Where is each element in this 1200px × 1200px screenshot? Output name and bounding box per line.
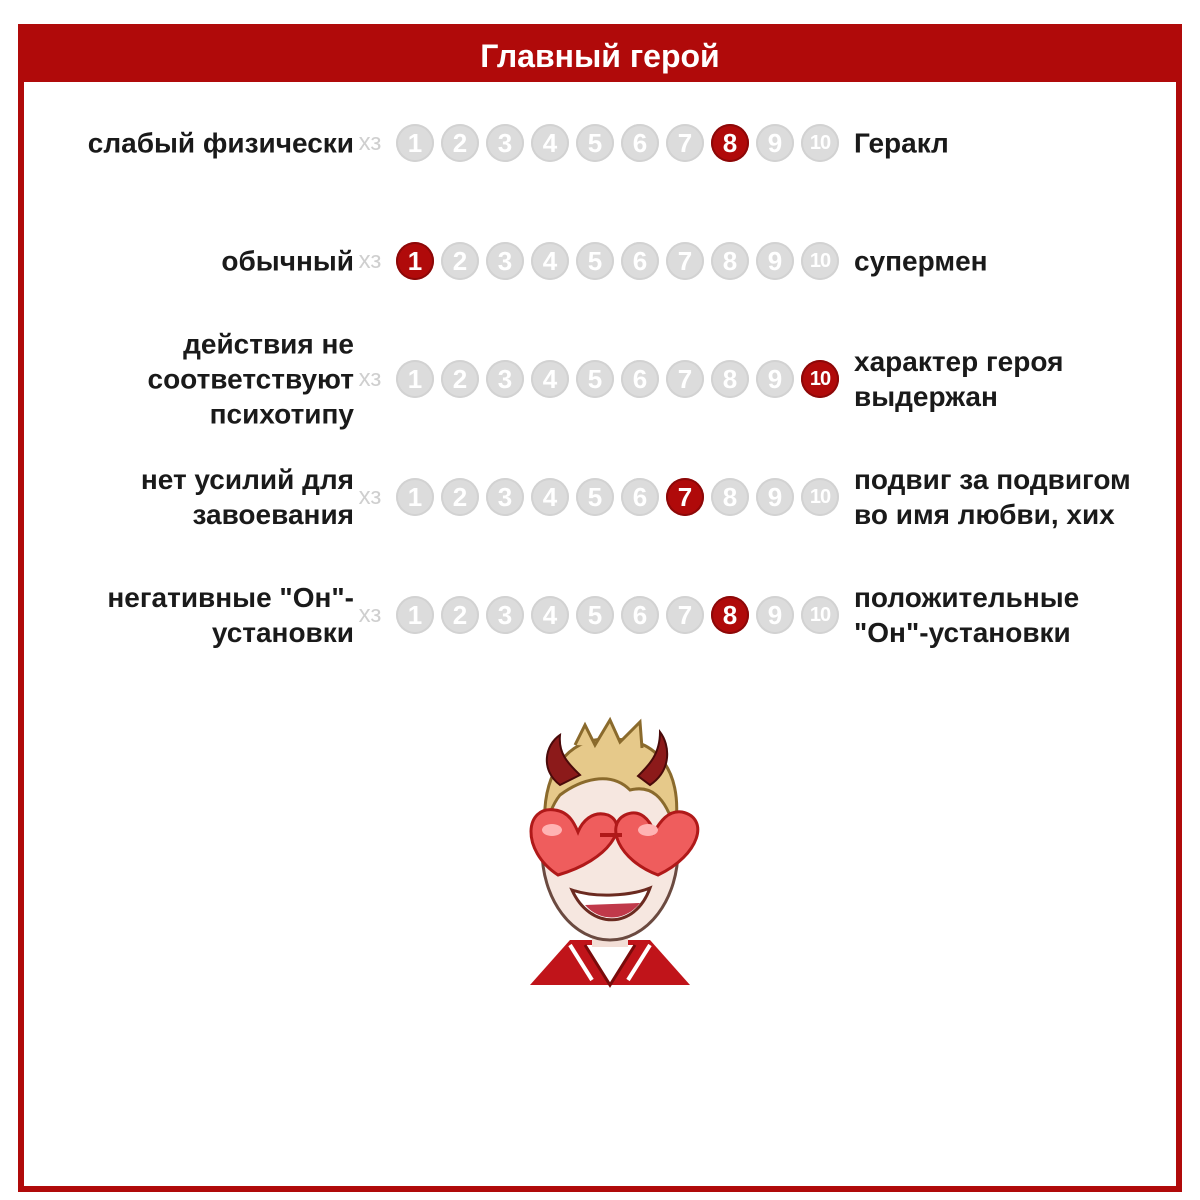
rating-option-9[interactable]: 9 bbox=[756, 596, 794, 634]
rating-option-9[interactable]: 9 bbox=[756, 242, 794, 280]
rating-option-7[interactable]: 7 bbox=[666, 478, 704, 516]
rating-option-8[interactable]: 8 bbox=[711, 596, 749, 634]
rating-option-1[interactable]: 1 bbox=[396, 242, 434, 280]
rating-right-label: супермен bbox=[854, 245, 988, 277]
rating-scale bbox=[350, 124, 846, 162]
rating-option-1[interactable]: 1 bbox=[396, 478, 434, 516]
rating-option-3[interactable]: 3 bbox=[486, 360, 524, 398]
rating-option-8[interactable]: 8 bbox=[711, 360, 749, 398]
rating-option-6[interactable]: 6 bbox=[621, 478, 659, 516]
rating-option-9[interactable]: 9 bbox=[756, 360, 794, 398]
rating-option-2[interactable]: 2 bbox=[441, 478, 479, 516]
rating-left-label: слабый физически bbox=[87, 127, 354, 159]
rating-right-label: характер героя выдержан bbox=[854, 346, 1064, 412]
rating-option-10[interactable]: 10 bbox=[801, 478, 839, 516]
rating-scale bbox=[350, 242, 846, 280]
card-title: Главный герой bbox=[24, 30, 1176, 82]
rating-option-5[interactable]: 5 bbox=[576, 124, 614, 162]
rating-option-3[interactable]: 3 bbox=[486, 596, 524, 634]
rating-option-4[interactable]: 4 bbox=[531, 124, 569, 162]
rating-option-unknown[interactable]: хз bbox=[358, 601, 382, 628]
rating-option-6[interactable]: 6 bbox=[621, 360, 659, 398]
rating-right-label: Геракл bbox=[854, 127, 949, 159]
devil-heart-glasses-avatar-icon bbox=[500, 700, 720, 990]
rating-option-2[interactable]: 2 bbox=[441, 360, 479, 398]
rating-option-6[interactable]: 6 bbox=[621, 242, 659, 280]
rating-option-6[interactable]: 6 bbox=[621, 124, 659, 162]
rating-option-unknown[interactable]: хз bbox=[358, 247, 382, 274]
rating-option-9[interactable]: 9 bbox=[756, 124, 794, 162]
rating-scale bbox=[350, 360, 846, 398]
rating-option-3[interactable]: 3 bbox=[486, 242, 524, 280]
rating-option-2[interactable]: 2 bbox=[441, 242, 479, 280]
rating-option-8[interactable]: 8 bbox=[711, 242, 749, 280]
rating-option-2[interactable]: 2 bbox=[441, 596, 479, 634]
rating-option-4[interactable]: 4 bbox=[531, 478, 569, 516]
rating-left-label: действия не соответствуют психотипу bbox=[147, 328, 354, 430]
rating-option-5[interactable]: 5 bbox=[576, 596, 614, 634]
rating-option-4[interactable]: 4 bbox=[531, 242, 569, 280]
rating-scale bbox=[350, 478, 846, 516]
rating-scale bbox=[350, 596, 846, 634]
rating-left-label: обычный bbox=[221, 245, 354, 277]
rating-option-10[interactable]: 10 bbox=[801, 242, 839, 280]
rating-option-10[interactable]: 10 bbox=[801, 596, 839, 634]
rating-left-label: негативные "Он"- установки bbox=[107, 582, 354, 648]
rating-option-7[interactable]: 7 bbox=[666, 242, 704, 280]
rating-option-8[interactable]: 8 bbox=[711, 124, 749, 162]
rating-option-3[interactable]: 3 bbox=[486, 478, 524, 516]
rating-option-8[interactable]: 8 bbox=[711, 478, 749, 516]
rating-right-label: подвиг за подвигом во имя любви, хих bbox=[854, 464, 1131, 530]
rating-option-10[interactable]: 10 bbox=[801, 124, 839, 162]
rating-option-5[interactable]: 5 bbox=[576, 478, 614, 516]
rating-option-4[interactable]: 4 bbox=[531, 596, 569, 634]
rating-option-1[interactable]: 1 bbox=[396, 124, 434, 162]
rating-option-3[interactable]: 3 bbox=[486, 124, 524, 162]
rating-option-7[interactable]: 7 bbox=[666, 124, 704, 162]
rating-option-2[interactable]: 2 bbox=[441, 124, 479, 162]
rating-option-5[interactable]: 5 bbox=[576, 360, 614, 398]
rating-option-unknown[interactable]: хз bbox=[358, 365, 382, 392]
rating-option-1[interactable]: 1 bbox=[396, 596, 434, 634]
rating-option-unknown[interactable]: хз bbox=[358, 129, 382, 156]
rating-option-7[interactable]: 7 bbox=[666, 360, 704, 398]
rating-option-5[interactable]: 5 bbox=[576, 242, 614, 280]
rating-option-unknown[interactable]: хз bbox=[358, 483, 382, 510]
rating-option-4[interactable]: 4 bbox=[531, 360, 569, 398]
rating-left-label: нет усилий для завоевания bbox=[140, 464, 354, 530]
rating-option-1[interactable]: 1 bbox=[396, 360, 434, 398]
rating-option-9[interactable]: 9 bbox=[756, 478, 794, 516]
rating-option-7[interactable]: 7 bbox=[666, 596, 704, 634]
rating-option-10[interactable]: 10 bbox=[801, 360, 839, 398]
rating-option-6[interactable]: 6 bbox=[621, 596, 659, 634]
rating-right-label: положительные "Он"-установки bbox=[854, 582, 1080, 648]
